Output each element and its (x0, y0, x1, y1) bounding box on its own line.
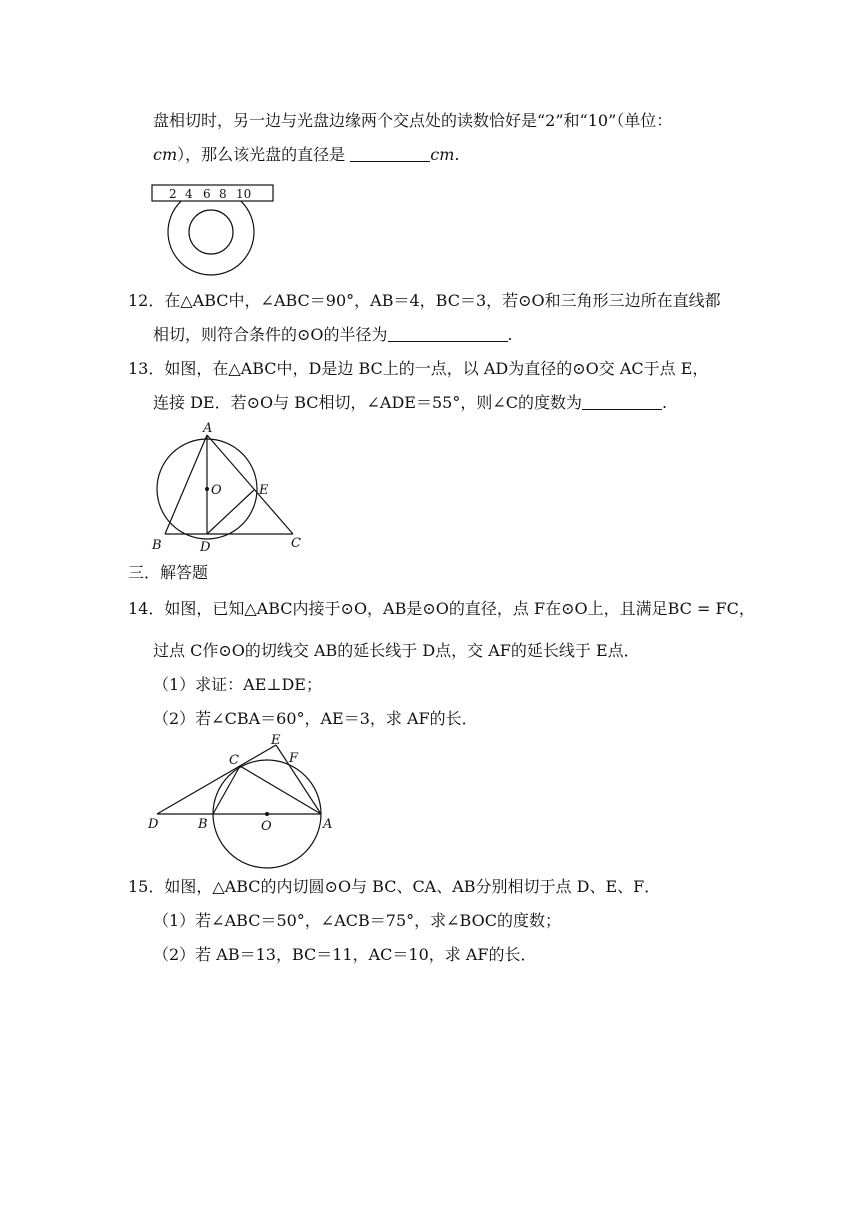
q14-tangent-circle-figure (145, 732, 345, 867)
q13-label-c: C (291, 536, 301, 551)
q12-text-line1: 12．在△ABC中，∠ABC＝90°，AB＝4，BC＝3，若⊙O和三角形三边所在直线都 (128, 291, 721, 310)
disc-inner-circle (189, 210, 233, 254)
q13-answer-blank[interactable] (582, 393, 662, 410)
q13-triangle-circle-figure (148, 423, 318, 553)
q14-text-line2: 过点 C作⊙O的切线交 AB的延长线于 D点，交 AF的延长线于 E点． (153, 641, 640, 660)
ruler-number-8: 8 (219, 187, 227, 201)
q13-text-line2: 连接 DE．若⊙O与 BC相切，∠ADE＝55°，则∠C的度数为 . (153, 393, 668, 412)
q15-part2: （2）若 AB＝13，BC＝11，AC＝10，求 AF的长． (153, 945, 537, 964)
q13-label-e: E (259, 483, 269, 498)
ruler-number-2: 2 (169, 187, 177, 201)
q13-label-o: O (211, 483, 222, 498)
q12-text-line2: 相切，则符合条件的⊙O的半径为 . (153, 325, 513, 344)
q13-label-d: D (200, 540, 211, 555)
q13-segment-ab (165, 435, 207, 534)
ruler-number-10: 10 (236, 187, 252, 201)
q14-label-b: B (198, 817, 208, 832)
q14-segment-ae (276, 745, 321, 814)
q14-label-f: F (289, 751, 299, 766)
q14-label-d: D (148, 817, 159, 832)
ruler-number-6: 6 (203, 187, 211, 201)
q14-label-o: O (261, 819, 272, 834)
q13-center-dot (205, 487, 209, 491)
q15-part1: （1）若∠ABC＝50°，∠ACB＝75°，求∠BOC的度数； (153, 911, 561, 930)
q14-segment-ca (240, 766, 321, 814)
section-title: 三．解答题 (128, 563, 209, 582)
q11-disc-ruler-figure (150, 182, 290, 282)
q14-label-e: E (271, 733, 281, 748)
q11-text-line2: cm），那么该光盘的直径是 cm. (153, 145, 460, 164)
q13-label-b: B (152, 538, 162, 553)
ruler-number-4: 4 (185, 187, 193, 201)
q11-answer-blank[interactable] (350, 145, 430, 162)
q14-label-a: A (323, 817, 333, 832)
q13-text-line1: 13．如图，在△ABC中，D是边 BC上的一点，以 AD为直径的⊙O交 AC于点 E， (128, 359, 709, 378)
q14-text-line1: 14．如图，已知△ABC内接于⊙O，AB是⊙O的直径，点 F在⊙O上，且满足BC = FC， (128, 599, 755, 618)
q14-part2: （2）若∠CBA＝60°，AE＝3，求 AF的长． (153, 709, 478, 728)
q14-label-c: C (229, 753, 239, 768)
q14-center-dot (265, 812, 269, 816)
q13-label-a: A (203, 421, 213, 436)
q14-segment-de (157, 745, 276, 814)
disc-outer-circle (168, 189, 254, 275)
q15-text-line1: 15．如图，△ABC的内切圆⊙O与 BC、CA、AB分别相切于点 D、E、F． (128, 877, 661, 896)
q14-part1: （1）求证：AE⊥DE； (153, 675, 322, 694)
q11-text-line1: 盘相切时，另一边与光盘边缘两个交点处的读数恰好是“2”和“10”（单位： (153, 111, 673, 130)
q12-answer-blank[interactable] (388, 325, 508, 342)
